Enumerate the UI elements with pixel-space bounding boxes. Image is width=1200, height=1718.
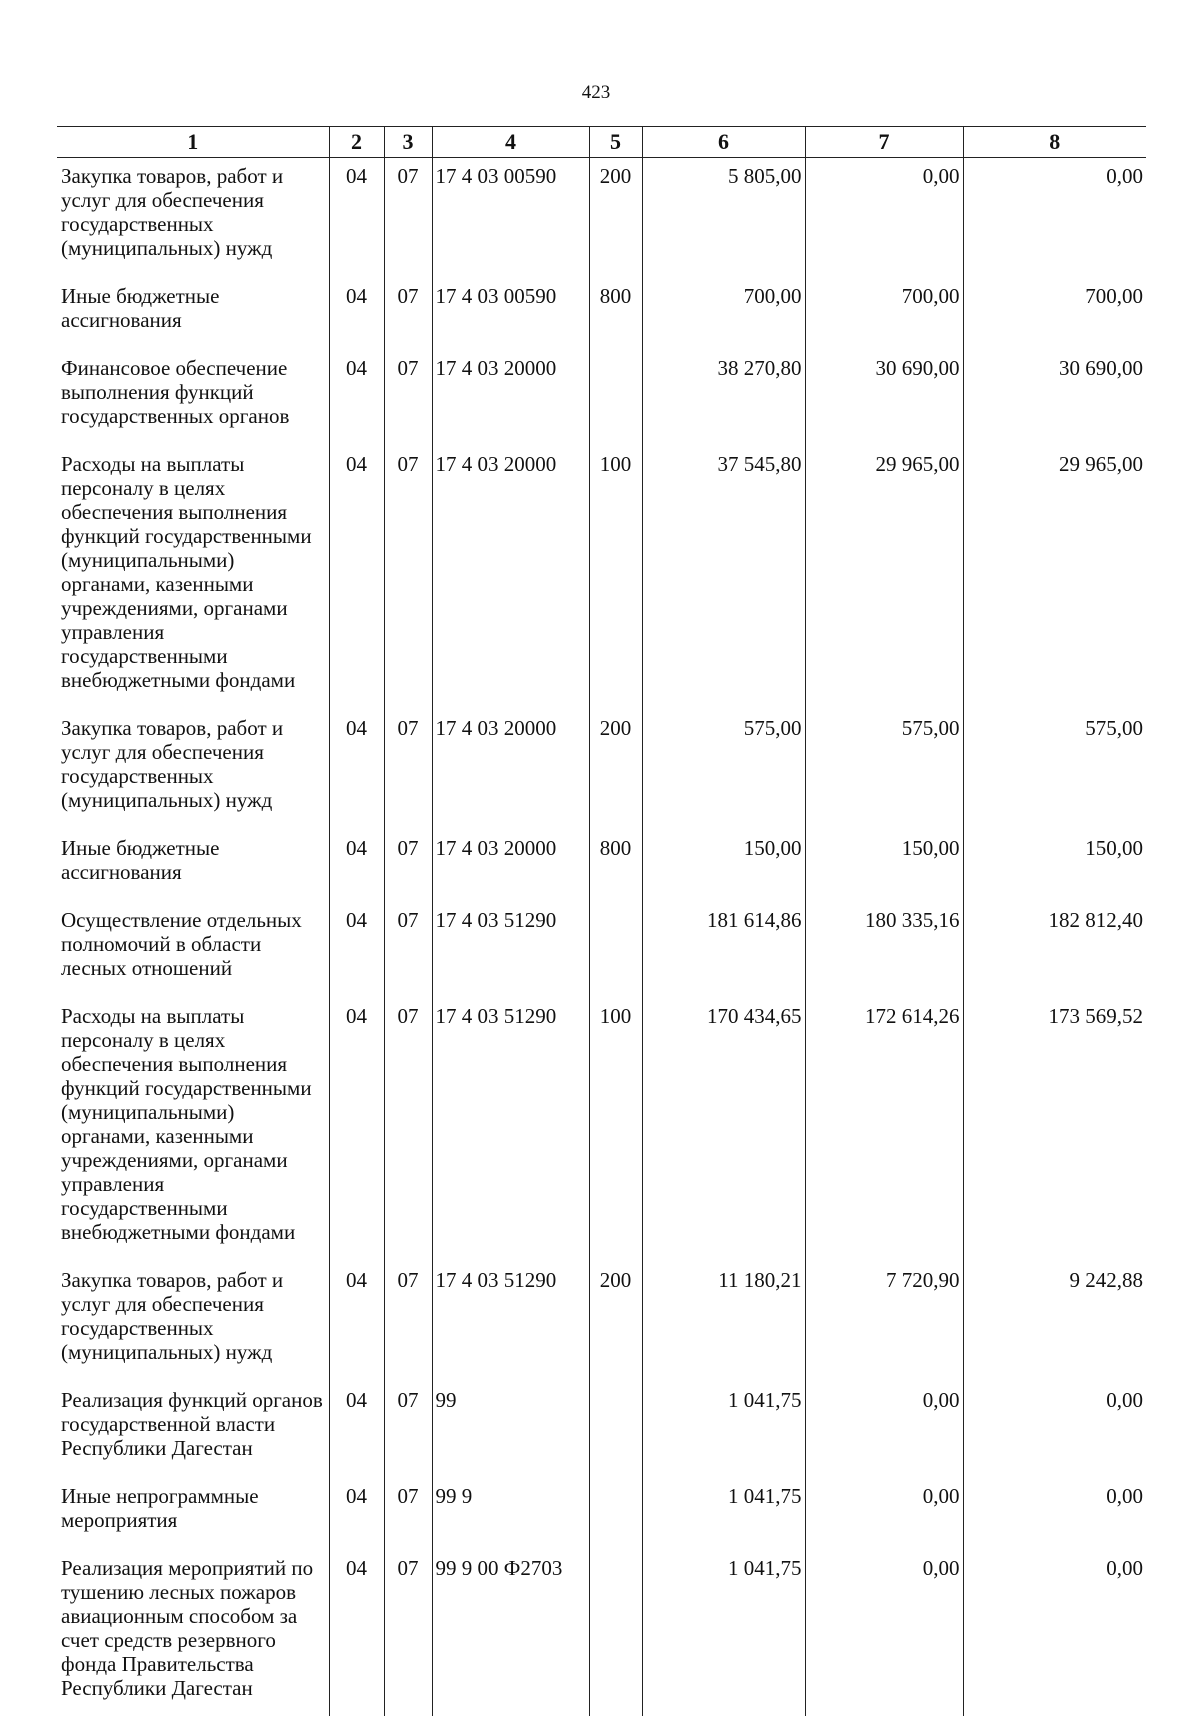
cell-name: Реализация мероприятий по тушению лесных пожаров авиационным способом за счет средств резервного фонда Правительства Республики Дагестан: [61, 1556, 314, 1700]
cell-csr: 17 4 03 20000: [432, 830, 589, 902]
cell-name: Расходы на выплаты персоналу в целях обеспечения выполнения функций государственными (муниципальными) органами, казенными учреждениями, органами управления государственными внебюджетными фондами: [61, 1004, 312, 1244]
cell-vr: [589, 1478, 642, 1550]
cell-year3: 0,00: [963, 1550, 1146, 1716]
cell-year1: 150,00: [642, 830, 805, 902]
cell-year1: 1 041,75: [642, 1478, 805, 1550]
cell-year1: 1 041,75: [642, 1382, 805, 1478]
cell-year2: 30 690,00: [805, 350, 963, 446]
cell-pr: 07: [384, 998, 432, 1262]
cell-vr: [589, 1550, 642, 1716]
table-row: [57, 158, 1146, 279]
column-header: 8: [963, 127, 1146, 158]
column-header: 7: [805, 127, 963, 158]
cell-year3: 0,00: [963, 1478, 1146, 1550]
cell-rz: 04: [329, 1478, 384, 1550]
cell-name: Закупка товаров, работ и услуг для обеспечения государственных (муниципальных) нужд: [61, 164, 284, 260]
cell-year3: 575,00: [963, 710, 1146, 830]
cell-year1: 700,00: [642, 278, 805, 350]
cell-name: Закупка товаров, работ и услуг для обеспечения государственных (муниципальных) нужд: [61, 716, 284, 812]
cell-vr: [589, 902, 642, 998]
cell-name: Реализация функций органов государственной власти Республики Дагестан: [61, 1388, 323, 1460]
cell-csr: 99 9 00 Ф2703: [432, 1550, 589, 1716]
cell-rz: 04: [329, 278, 384, 350]
cell-name: Иные непрограммные мероприятия: [61, 1484, 259, 1532]
cell-vr: 200: [589, 1262, 642, 1382]
cell-vr: 800: [589, 830, 642, 902]
cell-pr: 07: [384, 278, 432, 350]
cell-csr: 17 4 03 51290: [432, 998, 589, 1262]
cell-year3: 700,00: [963, 278, 1146, 350]
cell-year1: 37 545,80: [642, 446, 805, 710]
cell-pr: 07: [384, 1478, 432, 1550]
cell-rz: 04: [329, 350, 384, 446]
cell-year2: 0,00: [805, 1478, 963, 1550]
cell-year3: 150,00: [963, 830, 1146, 902]
cell-name: Расходы на выплаты персоналу в целях обеспечения выполнения функций государственными (муниципальными) органами, казенными учреждениями, органами управления государственными внебюджетными фондами: [61, 452, 312, 692]
cell-year2: 0,00: [805, 158, 963, 279]
cell-pr: 07: [384, 350, 432, 446]
cell-year2: 0,00: [805, 1382, 963, 1478]
cell-year2: 29 965,00: [805, 446, 963, 710]
table-row: [57, 902, 1146, 998]
cell-year2: 575,00: [805, 710, 963, 830]
cell-csr: 17 4 03 20000: [432, 446, 589, 710]
budget-table: [57, 126, 1146, 1716]
cell-pr: 07: [384, 1262, 432, 1382]
table-row: [57, 1262, 1146, 1382]
table-row: [57, 830, 1146, 902]
cell-vr: 100: [589, 998, 642, 1262]
table-row: [57, 446, 1146, 710]
cell-year3: 0,00: [963, 1382, 1146, 1478]
column-header: 5: [589, 127, 642, 158]
cell-name: Иные бюджетные ассигнования: [61, 284, 220, 332]
cell-year3: 9 242,88: [963, 1262, 1146, 1382]
cell-year2: 150,00: [805, 830, 963, 902]
cell-rz: 04: [329, 902, 384, 998]
cell-year1: 11 180,21: [642, 1262, 805, 1382]
cell-pr: 07: [384, 1550, 432, 1716]
table-row: [57, 998, 1146, 1262]
cell-year2: 700,00: [805, 278, 963, 350]
cell-year1: 170 434,65: [642, 998, 805, 1262]
column-header: 1: [57, 127, 329, 158]
page-number: 423: [581, 82, 611, 103]
column-header: 4: [432, 127, 589, 158]
cell-rz: 04: [329, 1550, 384, 1716]
cell-year2: 180 335,16: [805, 902, 963, 998]
cell-year3: 182 812,40: [963, 902, 1146, 998]
cell-year1: 1 041,75: [642, 1550, 805, 1716]
cell-csr: 17 4 03 00590: [432, 158, 589, 279]
cell-pr: 07: [384, 1382, 432, 1478]
table-row: [57, 1550, 1146, 1716]
cell-rz: 04: [329, 446, 384, 710]
table-row: [57, 1382, 1146, 1478]
cell-csr: 99: [432, 1382, 589, 1478]
cell-year1: 181 614,86: [642, 902, 805, 998]
cell-rz: 04: [329, 1262, 384, 1382]
cell-year2: 7 720,90: [805, 1262, 963, 1382]
cell-csr: 17 4 03 00590: [432, 278, 589, 350]
table-row: [57, 1478, 1146, 1550]
cell-year3: 30 690,00: [963, 350, 1146, 446]
cell-vr: 200: [589, 158, 642, 279]
cell-pr: 07: [384, 830, 432, 902]
cell-csr: 17 4 03 20000: [432, 350, 589, 446]
cell-rz: 04: [329, 998, 384, 1262]
cell-name: Иные бюджетные ассигнования: [61, 836, 220, 884]
cell-name: Осуществление отдельных полномочий в области лесных отношений: [61, 908, 302, 980]
cell-rz: 04: [329, 1382, 384, 1478]
cell-vr: 100: [589, 446, 642, 710]
cell-year1: 575,00: [642, 710, 805, 830]
cell-pr: 07: [384, 158, 432, 279]
column-header: 2: [329, 127, 384, 158]
cell-rz: 04: [329, 710, 384, 830]
cell-year2: 172 614,26: [805, 998, 963, 1262]
cell-name: Финансовое обеспечение выполнения функций государственных органов: [61, 356, 290, 428]
cell-year3: 0,00: [963, 158, 1146, 279]
cell-vr: 800: [589, 278, 642, 350]
cell-vr: 200: [589, 710, 642, 830]
table-row: [57, 710, 1146, 830]
column-header: 3: [384, 127, 432, 158]
cell-year3: 29 965,00: [963, 446, 1146, 710]
cell-year1: 38 270,80: [642, 350, 805, 446]
table-row: [57, 278, 1146, 350]
cell-pr: 07: [384, 902, 432, 998]
cell-year3: 173 569,52: [963, 998, 1146, 1262]
column-header: 6: [642, 127, 805, 158]
cell-rz: 04: [329, 158, 384, 279]
cell-pr: 07: [384, 446, 432, 710]
table-row: [57, 350, 1146, 446]
cell-vr: [589, 1382, 642, 1478]
cell-pr: 07: [384, 710, 432, 830]
cell-vr: [589, 350, 642, 446]
cell-year2: 0,00: [805, 1550, 963, 1716]
cell-csr: 17 4 03 20000: [432, 710, 589, 830]
cell-csr: 99 9: [432, 1478, 589, 1550]
cell-year1: 5 805,00: [642, 158, 805, 279]
header-row: [57, 127, 1146, 158]
cell-csr: 17 4 03 51290: [432, 1262, 589, 1382]
cell-rz: 04: [329, 830, 384, 902]
cell-csr: 17 4 03 51290: [432, 902, 589, 998]
cell-name: Закупка товаров, работ и услуг для обеспечения государственных (муниципальных) нужд: [61, 1268, 284, 1364]
